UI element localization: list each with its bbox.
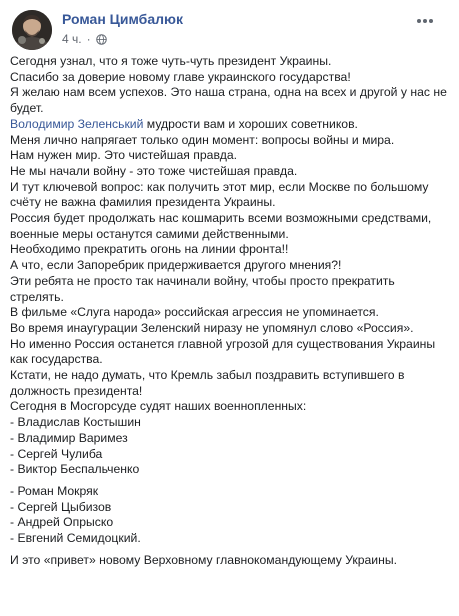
mention-link[interactable]: Володимир Зеленський (10, 116, 144, 131)
globe-icon[interactable] (96, 34, 107, 45)
post-line: Сегодня в Мосгорсуде судят наших военнопленных: (10, 399, 307, 414)
more-options-icon[interactable] (415, 14, 435, 28)
post-line: Сегодня узнал, что я тоже чуть-чуть президент Украины. (10, 54, 332, 68)
post-line: Но именно Россия останется главной угрозой для существования Украины как государства. (10, 336, 436, 367)
list-item: - Владислав Костышин (10, 415, 141, 430)
list-item: - Андрей Опрыско (10, 515, 114, 530)
meta-separator: · (86, 32, 91, 46)
post-line: Во время инаугурации Зеленский ниразу не упомянул слово «Россия». (10, 320, 414, 335)
post-text (10, 54, 449, 569)
post-line: Нам нужен мир. Это чистейшая правда. (10, 148, 238, 163)
list-item: - Евгений Семидоцкий. (10, 531, 141, 546)
post-line: Не мы начали войну - это тоже чистейшая правда. (10, 163, 298, 178)
post-line-rest: мудрости вам и хороших советников. (143, 116, 358, 131)
post-line: А что, если Запоребрик придерживается другого мнения?! (10, 258, 342, 273)
post-line (10, 117, 449, 133)
list-item: - Сергей Цыбизов (10, 499, 112, 514)
post-line: И тут ключевой вопрос: как получить этот мир, если Москве по большому счёту не важна фамилия президента Украины. (10, 179, 429, 210)
post-line: В фильме «Слуга народа» российская агрессия не упоминается. (10, 305, 379, 320)
post-line: Я желаю нам всем успехов. Это наша страна, одна на всех и другой у нас не будет. (10, 85, 447, 116)
avatar-photo (12, 10, 52, 50)
post-line: И это «привет» новому Верховному главнокомандующему Украины. (10, 552, 397, 567)
author-name[interactable]: Роман Цимбалюк (62, 11, 183, 27)
post-line: Необходимо прекратить огонь на линии фронта!! (10, 242, 289, 257)
post-line: Меня лично напрягает только один момент: вопросы войны и мира. (10, 132, 395, 147)
list-item: - Сергей Чулиба (10, 446, 103, 461)
post-line: Россия будет продолжать нас кошмарить всеми возможными средствами, военные меры останутся самими действенными. (10, 211, 432, 241)
post-timestamp[interactable]: 4 ч. (62, 32, 82, 46)
list-item: - Роман Мокряк (10, 483, 99, 498)
avatar[interactable] (12, 10, 52, 50)
post-header (10, 8, 449, 54)
post-line: Кстати, не надо думать, что Кремль забыл поздравить вступившего в должность президента! (10, 368, 405, 398)
post-line: Спасибо за доверие новому главе украинского государства! (10, 69, 351, 84)
list-item: - Владимир Варимез (10, 430, 128, 445)
list-item: - Виктор Беспальченко (10, 462, 140, 477)
post-line: Эти ребята не просто так начинали войну, чтобы просто прекратить стрелять. (10, 273, 395, 304)
post-meta (62, 32, 107, 46)
